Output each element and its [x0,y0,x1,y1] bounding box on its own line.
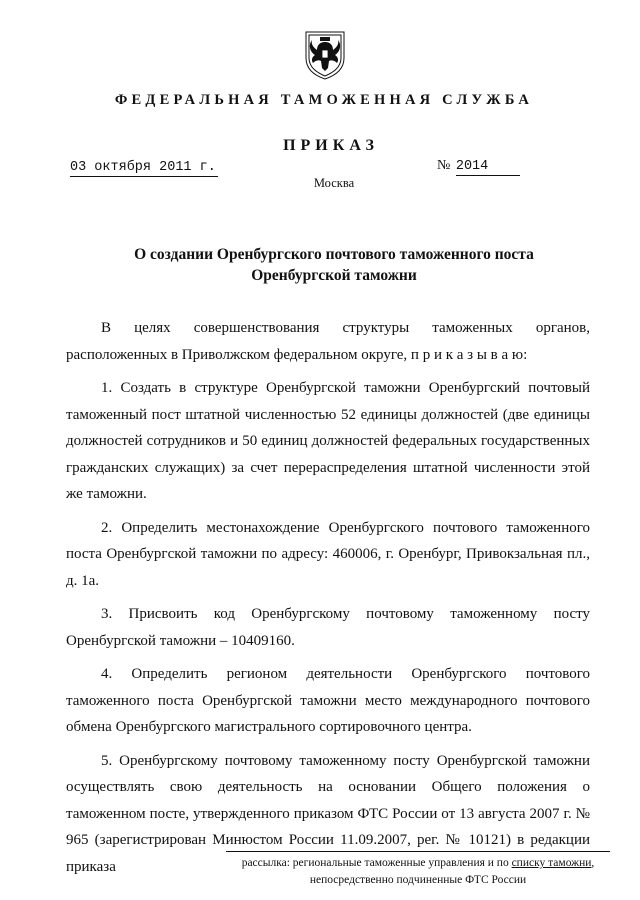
distribution-text-end: , [591,857,595,869]
number-sign: № [437,158,451,173]
distribution-line-2: непосредственно подчиненные ФТС России [309,874,527,886]
title-line-1: О создании Оренбургского почтового таможенного поста [134,246,534,263]
city: Москва [313,176,355,190]
footer-divider [226,851,610,852]
distribution-note [226,855,610,889]
order-date: 03 октября 2011 г. [70,160,216,175]
distribution-text-start: рассылка: региональные таможенные управления и по [241,857,512,869]
title-line-2: Оренбургской таможни [251,267,417,284]
distribution-line-1 [226,855,610,872]
paragraph-3: 3. Присвоить код Оренбургскому почтовому таможенному посту Оренбургской таможни – 10409160. [66,606,590,649]
order-number: 2014 [456,159,520,176]
order-number-block [437,158,520,176]
paragraph-1: 1. Создать в структуре Оренбургской таможни Оренбургский почтовый таможенный пост штатной численностью 52 единицы должностей (две единицы должностей сотрудников и 50 единиц должностей федеральных государственных гражданских служащих) за счет перераспределения штатной численности этой же таможни. [66,380,590,502]
paragraph-2: 2. Определить местонахождение Оренбургского почтового таможенного поста Оренбургской таможни по адресу: 460006, г. Оренбург, Привокзальная пл., д. 1а. [66,519,590,589]
agency-name: ФЕДЕРАЛЬНАЯ ТАМОЖЕННАЯ СЛУЖБА [114,92,534,108]
russian-coat-of-arms-icon [302,28,348,80]
document-body [66,315,590,880]
paragraph-5: 5. Оренбургскому почтовому таможенному посту Оренбургской таможни осуществлять свою деятельность на основании Общего положения о таможенном посте, утвержденного приказом ФТС России от 13 августа 2007 г. № 965 (зарегистрирован Минюстом России 11.09.2007, рег. № 10121) в редакции приказа [66,752,590,875]
intro-paragraph: В целях совершенствования структуры таможенных органов, расположенных в Приволжском федеральном округе, п р и к а з ы в а ю: [66,320,590,363]
document-type: ПРИКАЗ [283,137,379,154]
distribution-list-link: списку таможни [511,857,592,869]
paragraph-4: 4. Определить регионом деятельности Оренбургского почтового таможенного поста Оренбургской таможни место международного почтового обмена Оренбургского магистрального сортировочного центра. [66,666,590,735]
document-title [0,244,640,286]
